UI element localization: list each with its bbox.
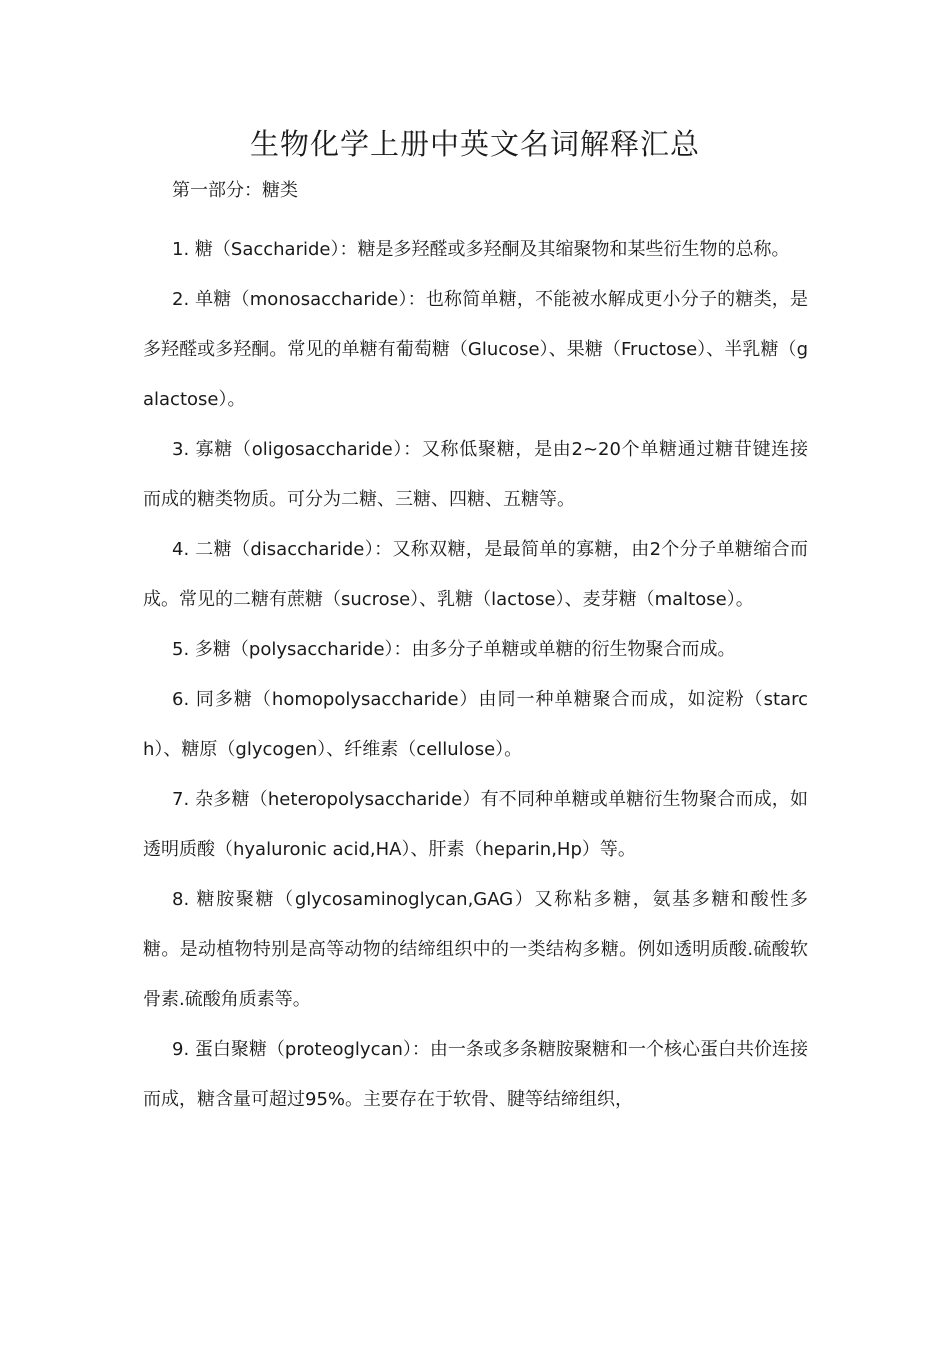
glossary-entry-homopolysaccharide: 6. 同多糖（homopolysaccharide）由同一种单糖聚合而成，如淀粉（starch）、糖原（glycogen）、纤维素（cellulose）。 xyxy=(143,689,808,760)
document-title: 生物化学上册中英文名词解释汇总 xyxy=(249,127,700,161)
glossary-entry-monosaccharide: 2. 单糖（monosaccharide）：也称简单糖，不能被水解成更小分子的糖类，是多羟醛或多羟酮。常见的单糖有葡萄糖（Glucose）、果糖（Fructose）、半乳糖（galactose）。 xyxy=(143,289,808,410)
glossary-entry-saccharide: 1. 糖（Saccharide）：糖是多羟醛或多羟酮及其缩聚物和某些衍生物的总称。 xyxy=(172,239,790,260)
glossary-entry-oligosaccharide: 3. 寡糖（oligosaccharide）：又称低聚糖，是由2~20个单糖通过糖苷键连接而成的糖类物质。可分为二糖、三糖、四糖、五糖等。 xyxy=(143,439,808,510)
glossary-entries xyxy=(143,225,808,1125)
section-heading: 第一部分：糖类 xyxy=(172,180,298,201)
glossary-entry-polysaccharide: 5. 多糖（polysaccharide）：由多分子单糖或单糖的衍生物聚合而成。 xyxy=(172,639,736,660)
glossary-entry-glycosaminoglycan: 8. 糖胺聚糖（glycosaminoglycan,GAG）又称粘多糖，氨基多糖和酸性多糖。是动植物特别是高等动物的结缔组织中的一类结构多糖。例如透明质酸.硫酸软骨素.硫酸角质素等。 xyxy=(143,889,808,1010)
glossary-entry-proteoglycan: 9. 蛋白聚糖（proteoglycan）：由一条或多条糖胺聚糖和一个核心蛋白共价连接而成，糖含量可超过95%。主要存在于软骨、腱等结缔组织， xyxy=(143,1039,808,1110)
glossary-entry-heteropolysaccharide: 7. 杂多糖（heteropolysaccharide）有不同种单糖或单糖衍生物聚合而成，如透明质酸（hyaluronic acid,HA）、肝素（heparin,Hp）等。 xyxy=(143,789,808,860)
glossary-entry-disaccharide: 4. 二糖（disaccharide）：又称双糖，是最简单的寡糖，由2个分子单糖缩合而成。常见的二糖有蔗糖（sucrose）、乳糖（lactose）、麦芽糖（maltose）。 xyxy=(143,539,808,610)
